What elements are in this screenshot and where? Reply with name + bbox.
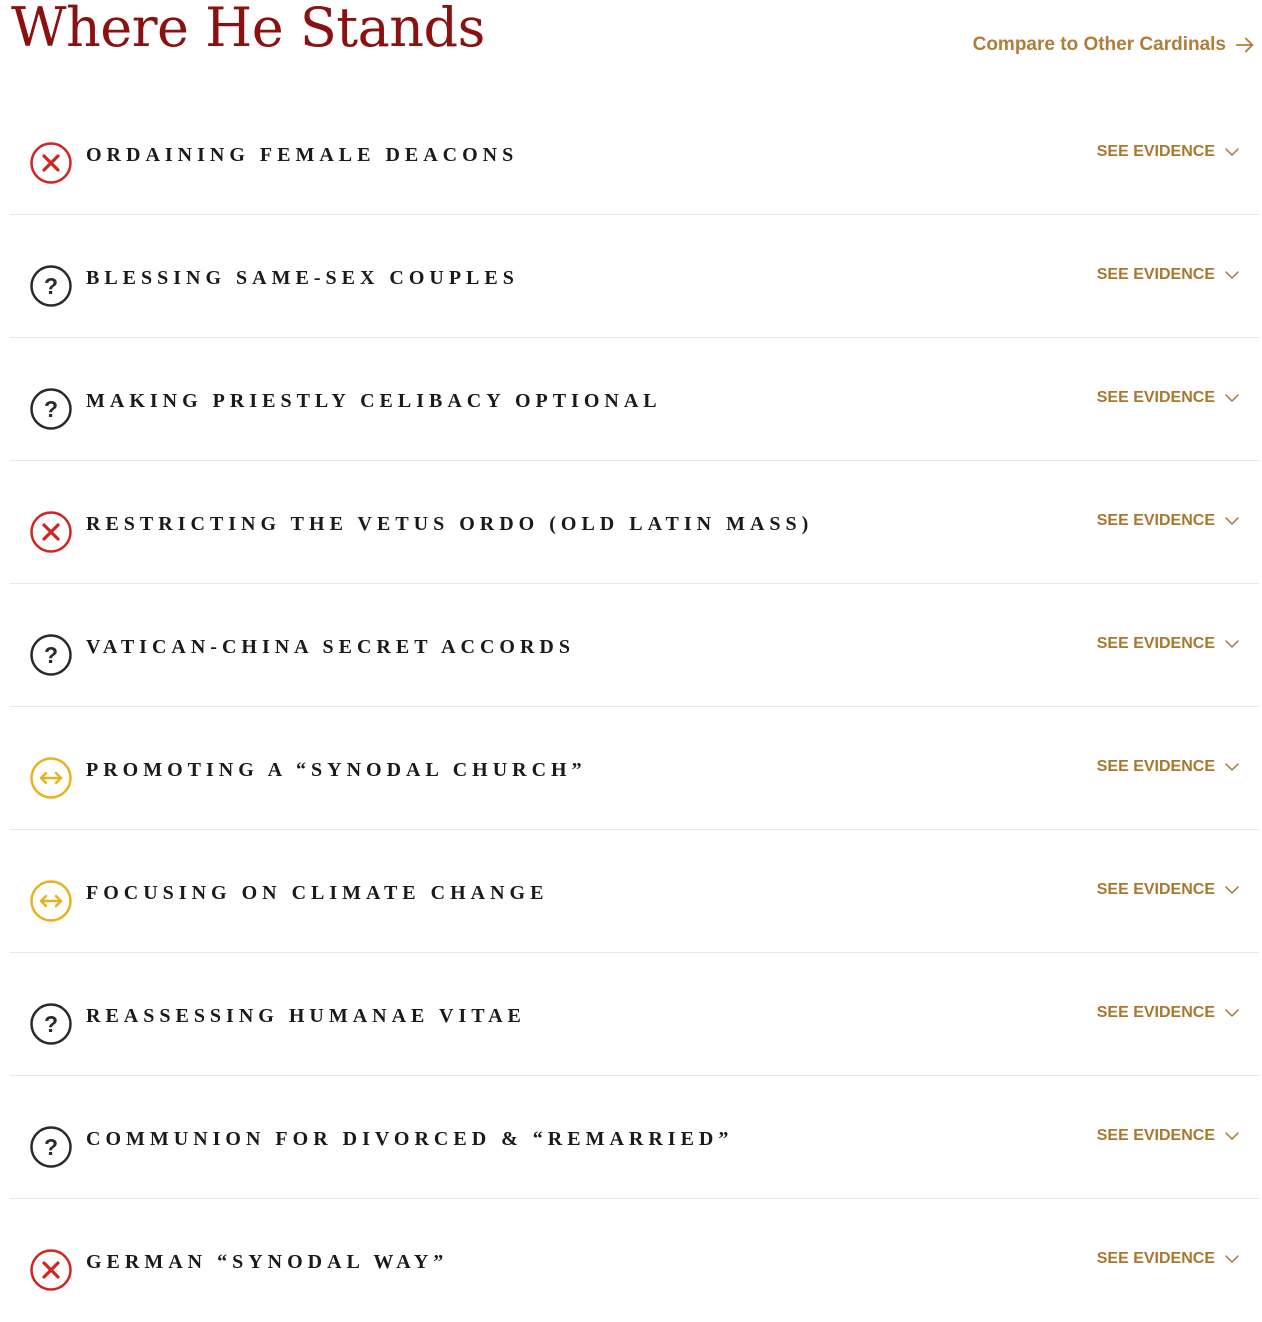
topic-label: RESTRICTING THE VETUS ORDO (OLD LATIN MASS)	[86, 513, 814, 535]
svg-text:?: ?	[43, 1134, 59, 1160]
chevron-down-icon	[1223, 1250, 1241, 1268]
topic-label: ORDAINING FEMALE DEACONS	[86, 144, 519, 166]
chevron-down-icon	[1223, 512, 1241, 530]
position-row[interactable]	[10, 92, 1259, 215]
see-evidence-label: SEE EVIDENCE	[1096, 512, 1215, 529]
topic-label: COMMUNION FOR DIVORCED & “REMARRIED”	[86, 1128, 734, 1150]
position-row[interactable]	[10, 830, 1259, 953]
see-evidence-label: SEE EVIDENCE	[1096, 758, 1215, 775]
position-row[interactable]	[10, 584, 1259, 707]
page-title: Where He Stands	[11, 0, 485, 59]
question-circle-icon	[29, 387, 73, 431]
topic-label: BLESSING SAME-SEX COUPLES	[86, 267, 519, 289]
see-evidence-label: SEE EVIDENCE	[1096, 1127, 1215, 1144]
see-evidence-button[interactable]	[1097, 387, 1241, 409]
topic-label: FOCUSING ON CLIMATE CHANGE	[86, 882, 549, 904]
see-evidence-button[interactable]	[1097, 1002, 1241, 1024]
see-evidence-label: SEE EVIDENCE	[1096, 143, 1215, 160]
x-circle-icon	[29, 141, 73, 185]
topic-label: REASSESSING HUMANAE VITAE	[86, 1005, 526, 1027]
arrow-right-icon	[1234, 34, 1256, 56]
chevron-down-icon	[1223, 635, 1241, 653]
see-evidence-button[interactable]	[1097, 756, 1241, 778]
question-circle-icon	[29, 633, 73, 677]
position-row[interactable]	[10, 215, 1259, 338]
svg-text:?: ?	[43, 396, 59, 422]
question-circle-icon	[29, 1002, 73, 1046]
see-evidence-label: SEE EVIDENCE	[1096, 1250, 1215, 1267]
position-row[interactable]	[10, 1199, 1259, 1322]
chevron-down-icon	[1223, 758, 1241, 776]
section-header	[0, 0, 1262, 92]
positions-list	[10, 92, 1259, 1322]
position-row[interactable]	[10, 707, 1259, 830]
see-evidence-button[interactable]	[1097, 1125, 1241, 1147]
see-evidence-button[interactable]	[1097, 1248, 1241, 1270]
position-row[interactable]	[10, 1076, 1259, 1199]
arrows-circle-icon	[29, 879, 73, 923]
position-row[interactable]	[10, 461, 1259, 584]
see-evidence-label: SEE EVIDENCE	[1096, 635, 1215, 652]
chevron-down-icon	[1223, 389, 1241, 407]
arrows-circle-icon	[29, 756, 73, 800]
chevron-down-icon	[1223, 143, 1241, 161]
svg-text:?: ?	[43, 642, 59, 668]
chevron-down-icon	[1223, 266, 1241, 284]
see-evidence-button[interactable]	[1097, 633, 1241, 655]
topic-label: VATICAN-CHINA SECRET ACCORDS	[86, 636, 575, 658]
see-evidence-label: SEE EVIDENCE	[1096, 266, 1215, 283]
x-circle-icon	[29, 510, 73, 554]
compare-cardinals-link[interactable]	[973, 32, 1256, 58]
chevron-down-icon	[1223, 1127, 1241, 1145]
position-row[interactable]	[10, 338, 1259, 461]
see-evidence-label: SEE EVIDENCE	[1096, 1004, 1215, 1021]
see-evidence-button[interactable]	[1097, 510, 1241, 532]
x-circle-icon	[29, 1248, 73, 1292]
compare-link-label: Compare to Other Cardinals	[972, 34, 1226, 55]
see-evidence-label: SEE EVIDENCE	[1096, 881, 1215, 898]
question-circle-icon	[29, 264, 73, 308]
topic-label: PROMOTING A “SYNODAL CHURCH”	[86, 759, 587, 781]
position-row[interactable]	[10, 953, 1259, 1076]
topic-label: MAKING PRIESTLY CELIBACY OPTIONAL	[86, 390, 662, 412]
see-evidence-button[interactable]	[1097, 264, 1241, 286]
topic-label: GERMAN “SYNODAL WAY”	[86, 1251, 449, 1273]
chevron-down-icon	[1223, 881, 1241, 899]
chevron-down-icon	[1223, 1004, 1241, 1022]
see-evidence-button[interactable]	[1097, 879, 1241, 901]
see-evidence-button[interactable]	[1097, 141, 1241, 163]
question-circle-icon	[29, 1125, 73, 1169]
svg-text:?: ?	[43, 273, 59, 299]
svg-text:?: ?	[43, 1011, 59, 1037]
see-evidence-label: SEE EVIDENCE	[1096, 389, 1215, 406]
